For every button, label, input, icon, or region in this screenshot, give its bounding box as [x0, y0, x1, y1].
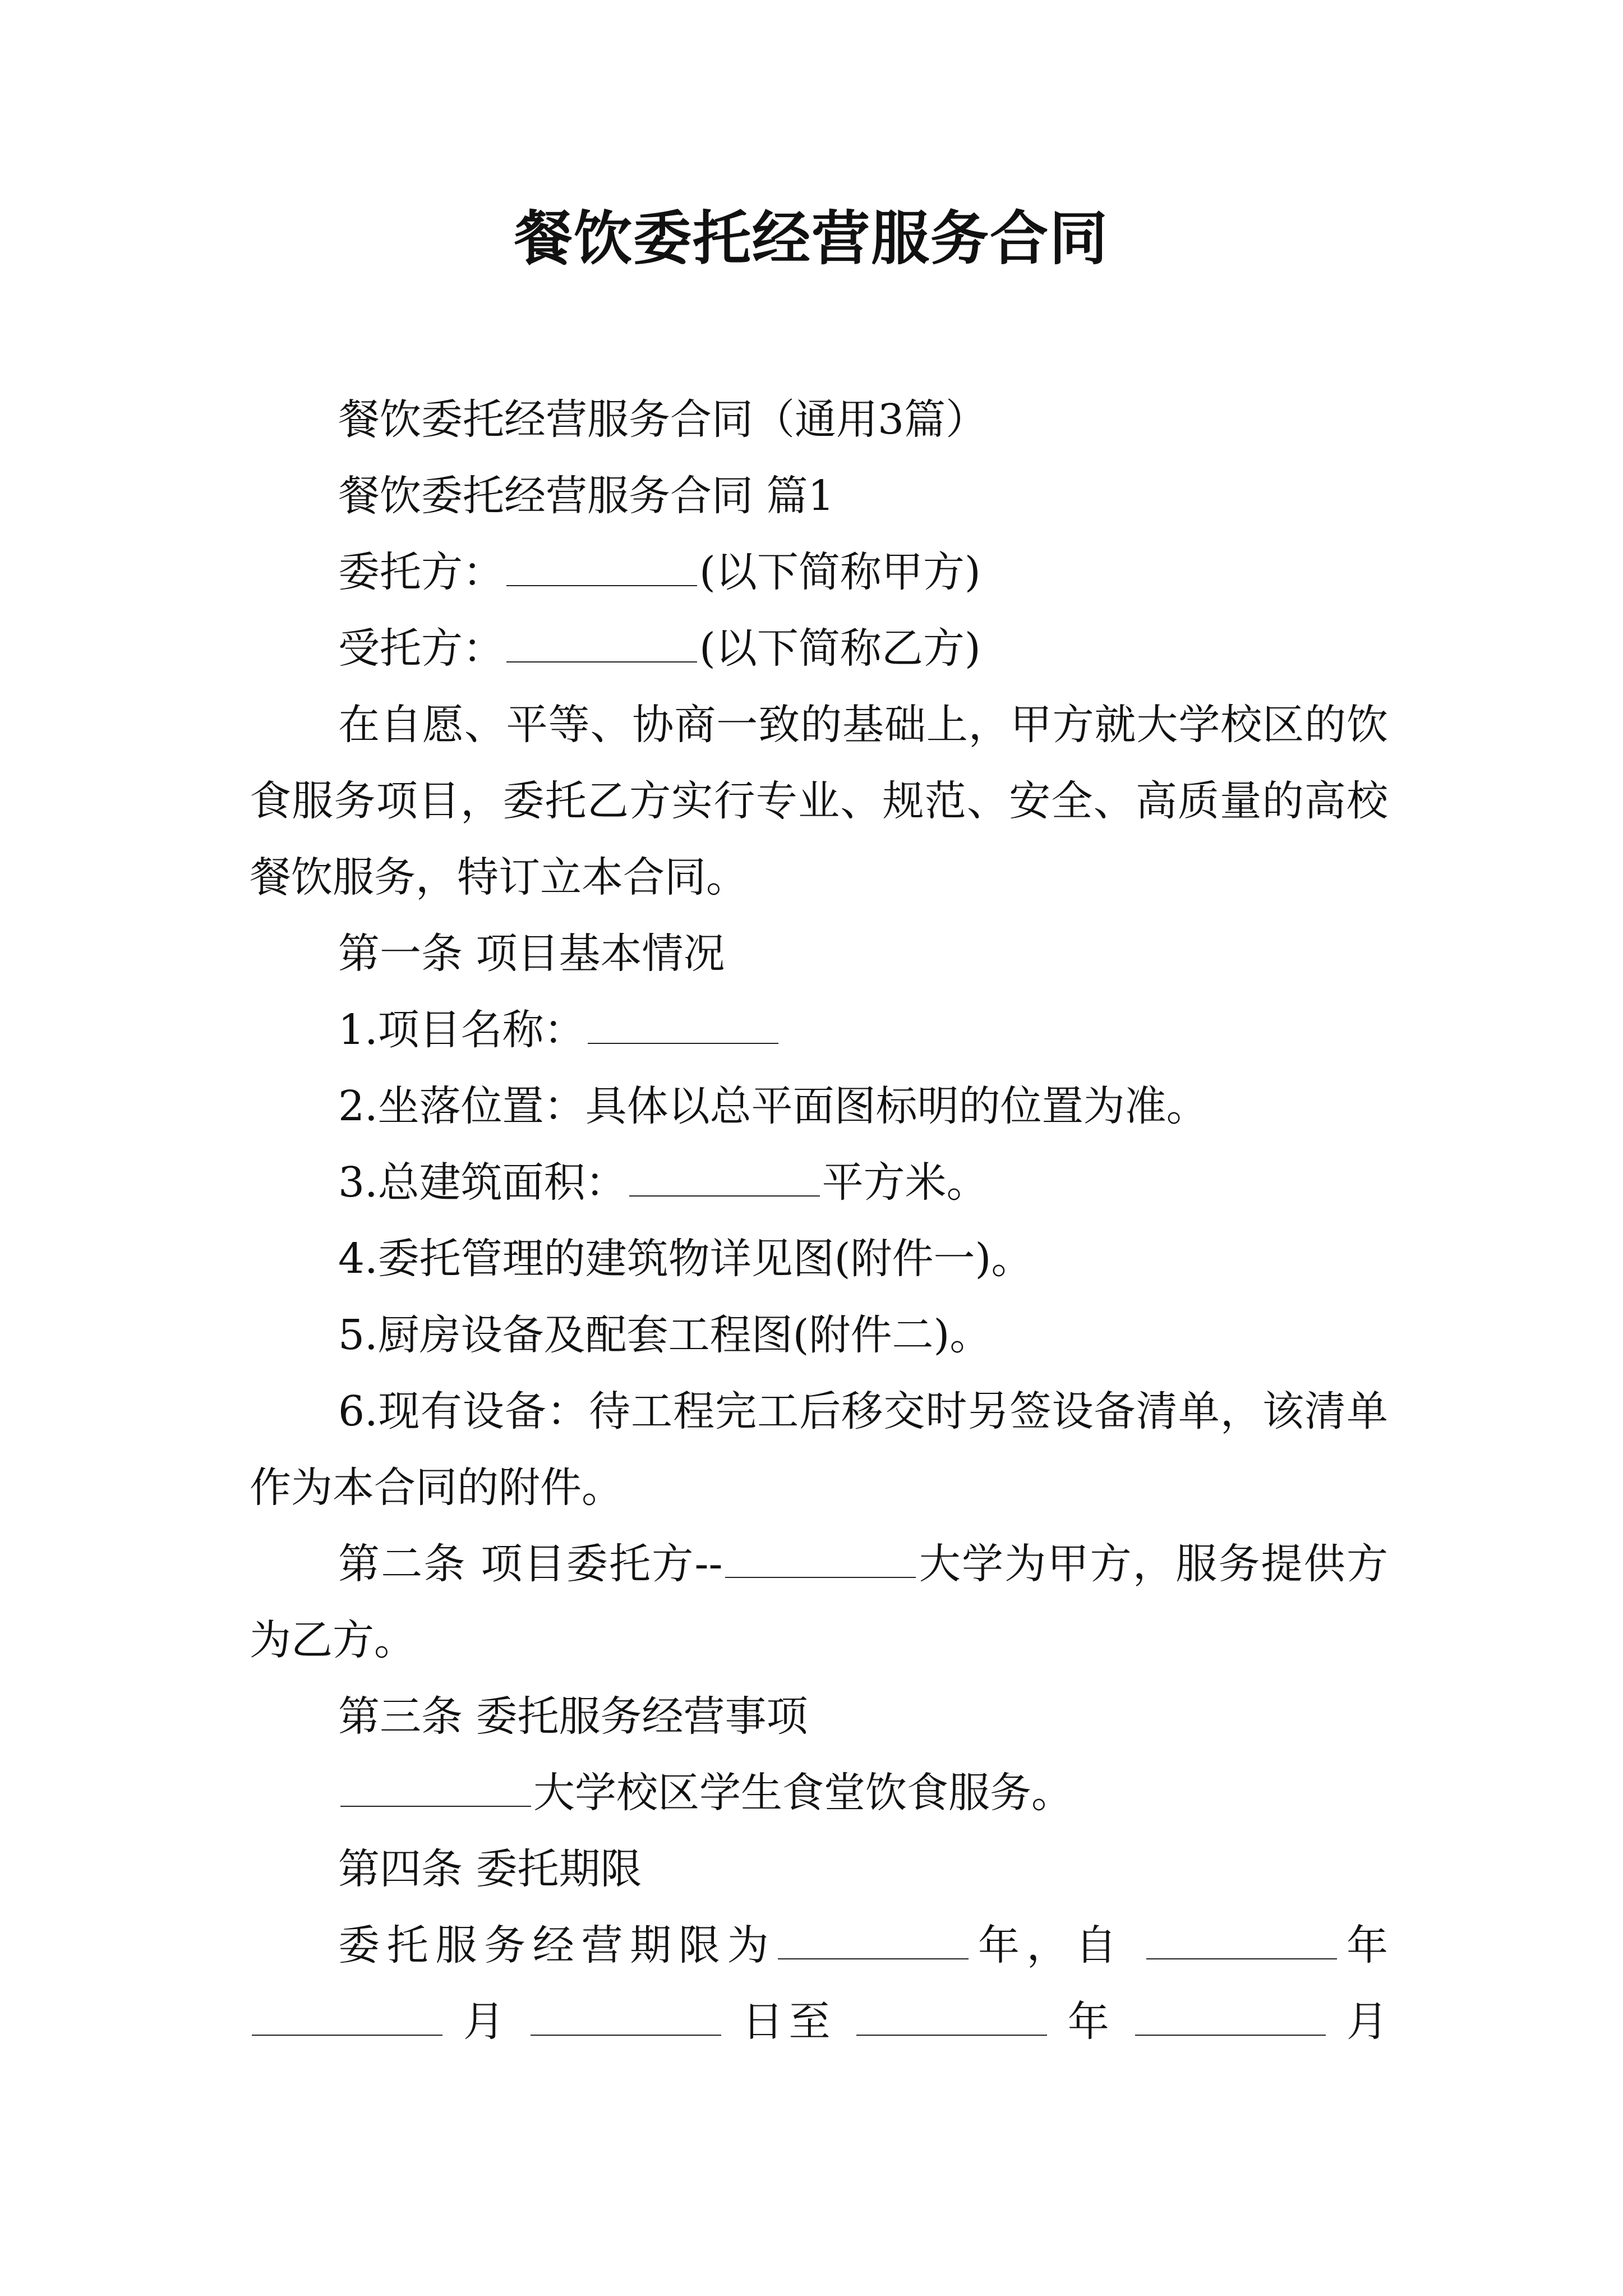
article-2-label: 第二条 项目委托方-- — [338, 1540, 723, 1588]
paragraph-subtitle: 餐饮委托经营服务合同（通用3篇） — [338, 395, 988, 444]
item-buildings: 4.委托管理的建筑物详见图(附件一)。 — [338, 1235, 1033, 1283]
article-2-suffix: 大学为甲方，服务提供方为乙方。 — [250, 1540, 1389, 1664]
item-location: 2.坐落位置：具体以总平面图标明的位置为准。 — [338, 1082, 1208, 1130]
paragraph-preamble: 在自愿、平等、协商一致的基础上，甲方就大学校区的饮食服务项目，委托乙方实行专业、规范、安全、高质量的高校餐饮服务，特订立本合同。 — [250, 701, 1388, 901]
term-text-a: 委托服务经营期限为 — [338, 1921, 776, 1970]
project-name-label: 1.项目名称： — [338, 1006, 585, 1054]
item-floor-area — [250, 1144, 1388, 1221]
document-title: 餐饮委托经营服务合同 — [514, 204, 1109, 273]
item-existing-equipment: 6.现有设备：待工程完工后移交时另签设备清单，该清单作为本合同的附件。 — [250, 1387, 1388, 1512]
document-body — [250, 381, 1388, 2060]
start-day-blank — [531, 2034, 721, 2036]
principal-blank-line — [506, 585, 697, 586]
floor-area-suffix: 平方米。 — [822, 1158, 988, 1207]
agent-blank-line — [506, 661, 697, 662]
floor-area-label: 3.总建筑面积： — [338, 1158, 627, 1207]
term-text-c: 年 — [1339, 1921, 1389, 1970]
start-month-blank — [252, 2034, 442, 2036]
article-2-blank-line — [725, 1576, 916, 1578]
article-3-content — [250, 1755, 1388, 1831]
principal-suffix: (以下简称甲方) — [699, 548, 981, 596]
agent-suffix: (以下简称乙方) — [699, 624, 981, 673]
start-year-blank — [1146, 1958, 1337, 1959]
term-text-f: 年 — [1067, 1998, 1115, 2046]
article-3-heading: 第三条 委托服务经营事项 — [338, 1692, 808, 1741]
article-3-blank-line — [340, 1805, 531, 1807]
item-kitchen-equipment: 5.厨房设备及配套工程图(附件二)。 — [338, 1311, 992, 1359]
item-project-name — [250, 992, 1388, 1068]
term-years-blank — [778, 1958, 969, 1959]
end-month-blank — [1135, 2034, 1326, 2036]
term-text-g: 月 — [1347, 1998, 1389, 2046]
principal-label: 委托方： — [338, 548, 504, 596]
article-4-heading: 第四条 委托期限 — [338, 1845, 642, 1893]
agent-label: 受托方： — [338, 624, 504, 673]
article-2-paragraph — [250, 1526, 1388, 1678]
paragraph-principal — [250, 534, 1388, 610]
term-text-e: 日至 — [742, 1998, 836, 2046]
paragraph-agent — [250, 610, 1388, 687]
article-4-term — [250, 1907, 1388, 2060]
floor-area-blank-line — [629, 1195, 820, 1197]
term-text-d: 月 — [463, 1998, 510, 2046]
paragraph-part-heading: 餐饮委托经营服务合同 篇1 — [338, 472, 834, 520]
project-name-blank-line — [588, 1042, 778, 1044]
article-1-heading: 第一条 项目基本情况 — [338, 930, 725, 978]
article-3-suffix: 大学校区学生食堂饮食服务。 — [533, 1769, 1073, 1817]
term-text-b: 年，自 — [971, 1921, 1124, 1970]
end-year-blank — [856, 2034, 1047, 2036]
